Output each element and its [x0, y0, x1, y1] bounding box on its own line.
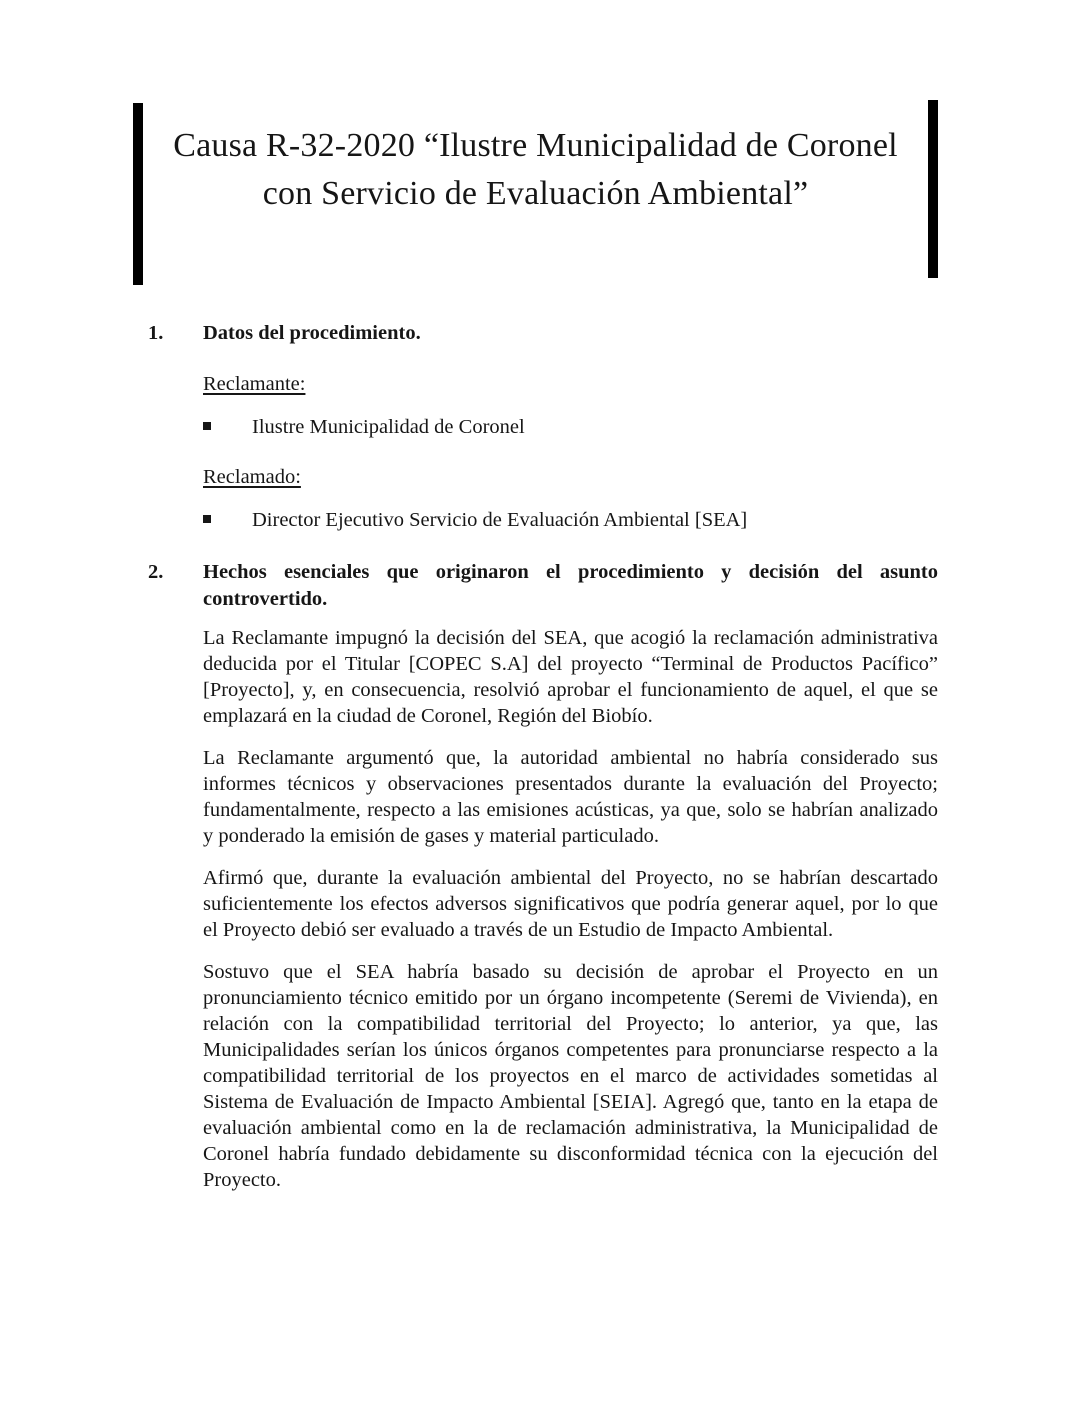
claimant-label: Reclamante: — [203, 373, 306, 395]
section-1-number: 1. — [148, 322, 164, 344]
section-2-body — [203, 559, 938, 1193]
document-title — [143, 100, 928, 285]
title-block — [133, 100, 938, 285]
section-1-body — [203, 320, 938, 533]
respondent-list-item — [203, 507, 938, 533]
bullet-square-icon — [203, 515, 211, 523]
claimant-list-item — [203, 414, 938, 440]
document-title-text: Causa R-32-2020 “Ilustre Municipalidad de Coronel con Servicio de Evaluación Ambiental” — [173, 127, 898, 212]
paragraph-impugnacion: La Reclamante impugnó la decisión del SEA, que acogió la reclamación administrativa deducida por el Titular [COPEC S.A] del proyecto “Terminal de Productos Pacífico” [Proyecto], y, en consecuencia, resolvió aprobar el funcionamiento de aquel, el que se emplazará en la ciudad de Coronel, Región del Biobío. — [203, 627, 938, 727]
respondent-name: Director Ejecutivo Servicio de Evaluación Ambiental [SEA] — [252, 509, 748, 531]
section-2-heading: Hechos esenciales que originaron el procedimiento y decisión del asunto controvertido. — [203, 561, 938, 610]
section-2-number: 2. — [148, 561, 164, 583]
title-left-bar-decoration — [133, 103, 143, 285]
paragraph-argumento-emisiones: La Reclamante argumentó que, la autoridad ambiental no habría considerado sus informes técnicos y observaciones presentados durante la evaluación del Proyecto; fundamentalmente, respecto a las emisiones acústicas, ya que, solo se habrían analizado y ponderado la emisión de gases y material particulado. — [203, 747, 938, 847]
section-1-heading: Datos del procedimiento. — [203, 322, 421, 344]
section-datos-del-procedimiento — [0, 320, 1088, 533]
paragraph-efectos-adversos: Afirmó que, durante la evaluación ambiental del Proyecto, no se habrían descartado suficientemente los efectos adversos significativos que podría generar aquel, por lo que el Proyecto debió ser evaluado a través de un Estudio de Impacto Ambiental. — [203, 867, 938, 941]
paragraph-organo-incompetente: Sostuvo que el SEA habría basado su decisión de aprobar el Proyecto en un pronunciamiento técnico emitido por un órgano incompetente (Seremi de Vivienda), en relación con la compatibilidad territorial del Proyecto; lo anterior, ya que, las Municipalidades serían los únicos órganos competentes para pronunciarse respecto a la compatibilidad territorial de los proyectos en el marco de actividades sometidas al Sistema de Evaluación de Impacto Ambiental [SEIA]. Agregó que, tanto en la etapa de evaluación ambiental como en la de reclamación administrativa, la Municipalidad de Coronel habría fundado debidamente su disconformidad técnica con la ejecución del Proyecto. — [203, 961, 938, 1191]
claimant-name: Ilustre Municipalidad de Coronel — [252, 416, 525, 438]
bullet-square-icon — [203, 422, 211, 430]
section-hechos-esenciales — [0, 559, 1088, 1193]
title-right-bar-decoration — [928, 100, 938, 278]
respondent-label: Reclamado: — [203, 466, 301, 488]
